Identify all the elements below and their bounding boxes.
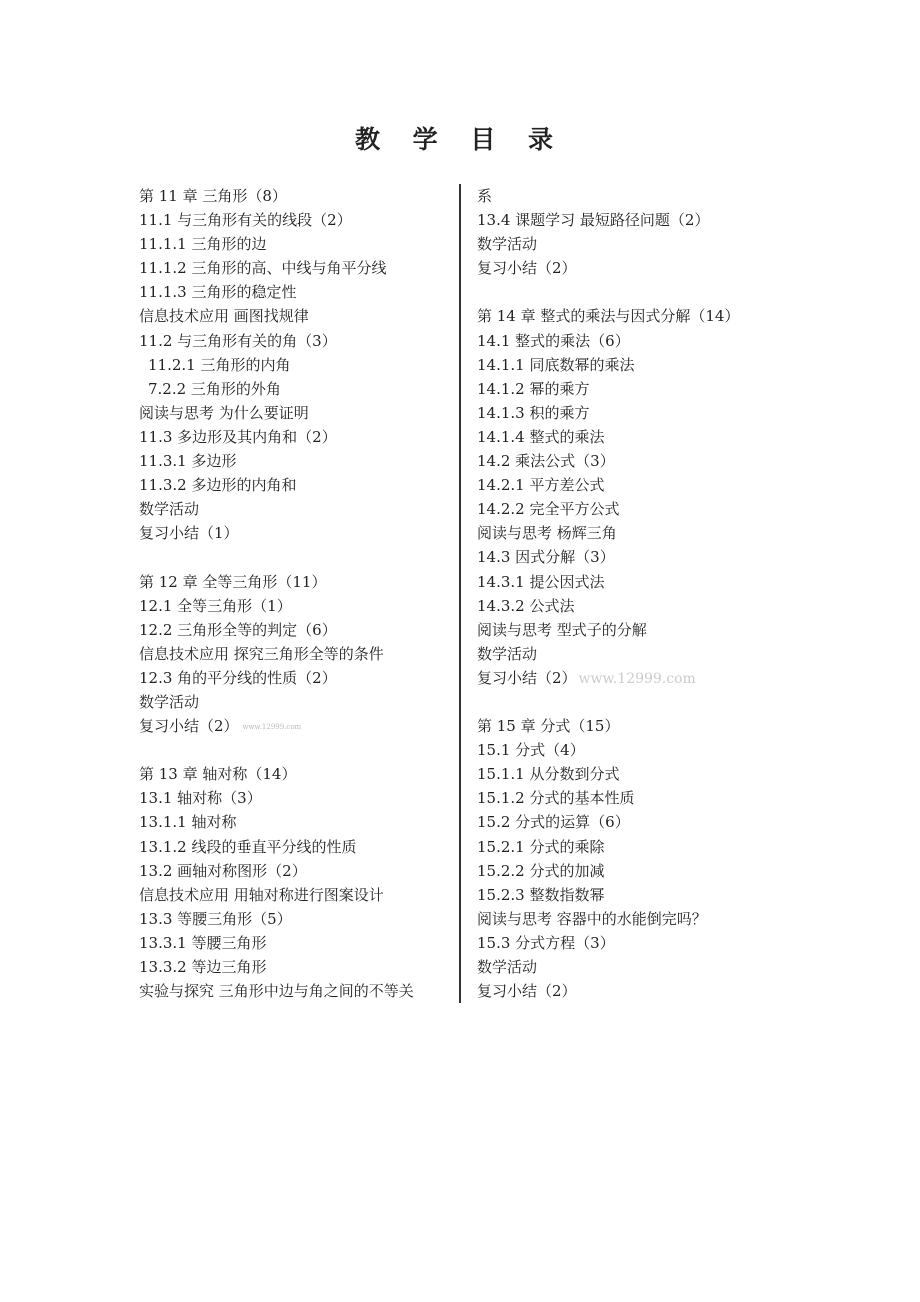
- toc-entry-text: 13.1.2 线段的垂直平分线的性质: [139, 837, 357, 856]
- toc-entry-text: 15.2.2 分式的加减: [477, 861, 605, 880]
- toc-entry: [139, 666, 449, 690]
- toc-entry-text: 数学活动: [139, 692, 200, 711]
- toc-entry-text: 第 14 章 整式的乘法与因式分解（14）: [477, 307, 740, 326]
- toc-entry-text: 数学活动: [477, 644, 538, 663]
- toc-entry: [477, 666, 777, 690]
- toc-entry-text: 14.2 乘法公式（3）: [477, 452, 615, 471]
- toc-entry: [139, 955, 449, 979]
- toc-entry-text: 11.3.1 多边形: [139, 452, 237, 471]
- toc-entry-text: 11.1 与三角形有关的线段（2）: [139, 211, 352, 230]
- toc-entry: [139, 762, 449, 786]
- toc-entry-text: 数学活动: [477, 958, 538, 976]
- watermark: www.12999.com: [242, 723, 302, 732]
- toc-entry-text: 11.3.2 多边形的内角和: [139, 476, 297, 495]
- toc-entry-text: 11.1.2 三角形的高、中线与角平分线: [139, 259, 387, 278]
- toc-entry-text: 11.2 与三角形有关的角（3）: [139, 331, 337, 350]
- toc-entry-text: 复习小结（1）: [139, 524, 239, 543]
- toc-entry: [477, 714, 777, 738]
- toc-entry: [139, 810, 449, 834]
- toc-entry: [139, 256, 449, 280]
- toc-entry-text: 信息技术应用 画图找规律: [139, 307, 309, 326]
- toc-entry-text: 13.3.2 等边三角形: [139, 958, 267, 976]
- toc-entry-text: 15.2 分式的运算（6）: [477, 813, 630, 832]
- toc-entry: [139, 907, 449, 931]
- toc-entry-text: 14.1 整式的乘法（6）: [477, 331, 630, 350]
- toc-entry: [477, 810, 777, 834]
- toc-entry-text: 系: [477, 187, 493, 205]
- toc-entry: [477, 738, 777, 762]
- toc-entry-text: 复习小结（2）: [139, 717, 239, 736]
- toc-entry: [477, 883, 777, 907]
- toc-entry: [477, 184, 777, 208]
- toc-entry: [139, 232, 449, 256]
- toc-entry: [139, 931, 449, 955]
- toc-entry: [139, 425, 449, 449]
- toc-entry: [139, 570, 449, 594]
- toc-entry: [139, 618, 449, 642]
- page-title: 教 学 目 录: [354, 125, 566, 154]
- toc-entry: [139, 449, 449, 473]
- toc-entry: [139, 786, 449, 810]
- toc-entry: [139, 883, 449, 907]
- toc-entry-text: 信息技术应用 探究三角形全等的条件: [139, 644, 384, 663]
- toc-entry-text: 11.1.1 三角形的边: [139, 235, 267, 254]
- toc-entry: [477, 521, 777, 545]
- toc-entry: [139, 208, 449, 232]
- toc-entry: [139, 714, 449, 738]
- toc-entry-text: 第 15 章 分式（15）: [477, 717, 620, 736]
- toc-entry-text: 第 12 章 全等三角形（11）: [139, 572, 327, 591]
- toc-entry-text: 复习小结（2）: [477, 982, 577, 1001]
- toc-entry: [139, 594, 449, 618]
- toc-entry: [477, 256, 777, 280]
- toc-entry-text: 阅读与思考 容器中的水能倒完吗？: [477, 909, 707, 928]
- toc-entry-text: 15.1.1 从分数到分式: [477, 765, 620, 784]
- toc-entry-text: 7.2.2 三角形的外角: [148, 379, 281, 398]
- toc-entry-text: 14.1.3 积的乘方: [477, 403, 590, 422]
- toc-entry-text: 12.3 角的平分线的性质（2）: [139, 668, 337, 687]
- toc-entry: [477, 449, 777, 473]
- toc-entry-text: 12.1 全等三角形（1）: [139, 596, 292, 615]
- toc-entry-text: 14.3 因式分解（3）: [477, 548, 615, 567]
- toc-entry: [477, 835, 777, 859]
- toc-entry: [477, 329, 777, 353]
- toc-entry: [139, 329, 449, 353]
- toc-entry-text: 信息技术应用 用轴对称进行图案设计: [139, 885, 384, 904]
- toc-entry: [477, 377, 777, 401]
- toc-entry: [477, 497, 777, 521]
- toc-entry-text: 第 11 章 三角形（8）: [139, 187, 287, 205]
- toc-entry: [139, 184, 449, 208]
- toc-entry-text: 实验与探究 三角形中边与角之间的不等关: [139, 982, 414, 1001]
- toc-entry: [139, 859, 449, 883]
- toc-entry-text: 14.1.4 整式的乘法: [477, 427, 605, 446]
- toc-entry-text: 15.3 分式方程（3）: [477, 933, 615, 952]
- toc-entry-text: 13.4 课题学习 最短路径问题（2）: [477, 211, 710, 230]
- toc-entry-text: 15.2.1 分式的乘除: [477, 837, 605, 856]
- toc-left-column: [139, 184, 449, 1003]
- toc-spacer: [139, 545, 449, 569]
- toc-entry-text: 14.2.1 平方差公式: [477, 476, 605, 495]
- toc-entry-text: 14.2.2 完全平方公式: [477, 500, 620, 519]
- toc-entry-text: 15.2.3 整数指数幂: [477, 885, 605, 904]
- toc-entry: [139, 473, 449, 497]
- toc-entry: [139, 280, 449, 304]
- toc-entry: [477, 473, 777, 497]
- toc-entry-text: 14.1.2 幂的乘方: [477, 379, 590, 398]
- toc-entry-text: 14.3.2 公式法: [477, 596, 575, 615]
- toc-entry: [477, 979, 777, 1003]
- toc-entry-text: 13.1.1 轴对称: [139, 813, 237, 832]
- toc-entry-text: 数学活动: [477, 235, 538, 254]
- toc-entry: [139, 835, 449, 859]
- toc-entry-text: 15.1.2 分式的基本性质: [477, 789, 635, 808]
- toc-entry-text: 13.3 等腰三角形（5）: [139, 909, 292, 928]
- toc-entry-text: 阅读与思考 为什么要证明: [139, 403, 309, 422]
- toc-entry-text: 13.2 画轴对称图形（2）: [139, 861, 307, 880]
- toc-entry: [139, 642, 449, 666]
- toc-entry: [477, 786, 777, 810]
- toc-entry: [477, 955, 777, 979]
- toc-entry: [139, 979, 449, 1003]
- toc-entry-text: 14.3.1 提公因式法: [477, 572, 605, 591]
- toc-entry-text: 阅读与思考 型式子的分解: [477, 620, 647, 639]
- toc-spacer: [477, 690, 777, 714]
- toc-entry: [139, 353, 449, 377]
- toc-entry-text: 阅读与思考 杨辉三角: [477, 524, 617, 543]
- toc-entry: [477, 907, 777, 931]
- toc-entry: [139, 521, 449, 545]
- watermark: www.12999.com: [578, 670, 696, 687]
- toc-entry: [477, 208, 777, 232]
- toc-entry: [477, 545, 777, 569]
- toc-entry-text: 11.3 多边形及其内角和（2）: [139, 427, 337, 446]
- toc-entry: [139, 401, 449, 425]
- toc-entry-text: 15.1 分式（4）: [477, 741, 585, 760]
- toc-entry-text: 14.1.1 同底数幂的乘法: [477, 355, 635, 374]
- toc-entry: [477, 594, 777, 618]
- toc-entry-text: 第 13 章 轴对称（14）: [139, 765, 297, 784]
- toc-entry: [477, 425, 777, 449]
- toc-entry-text: 数学活动: [139, 500, 200, 519]
- toc-entry: [477, 859, 777, 883]
- toc-entry: [477, 401, 777, 425]
- toc-entry-text: 12.2 三角形全等的判定（6）: [139, 620, 337, 639]
- toc-entry-text: 13.1 轴对称（3）: [139, 789, 262, 808]
- toc-entry: [477, 353, 777, 377]
- toc-entry: [477, 762, 777, 786]
- toc-entry-text: 11.2.1 三角形的内角: [148, 355, 291, 374]
- toc-entry: [477, 931, 777, 955]
- toc-entry: [139, 304, 449, 328]
- toc-entry: [477, 570, 777, 594]
- toc-spacer: [477, 280, 777, 304]
- column-divider: [459, 184, 461, 1003]
- toc-entry-text: 13.3.1 等腰三角形: [139, 933, 267, 952]
- toc-entry-text: 复习小结（2）: [477, 259, 577, 278]
- toc-entry: [139, 690, 449, 714]
- toc-spacer: [139, 738, 449, 762]
- toc-entry: [477, 232, 777, 256]
- toc-entry: [477, 642, 777, 666]
- toc-entry-text: 11.1.3 三角形的稳定性: [139, 283, 297, 302]
- toc-entry: [139, 497, 449, 521]
- toc-entry: [477, 618, 777, 642]
- toc-entry: [139, 377, 449, 401]
- toc-right-column: [477, 184, 777, 1003]
- toc-entry-text: 复习小结（2）: [477, 668, 577, 687]
- toc-entry: [477, 304, 777, 328]
